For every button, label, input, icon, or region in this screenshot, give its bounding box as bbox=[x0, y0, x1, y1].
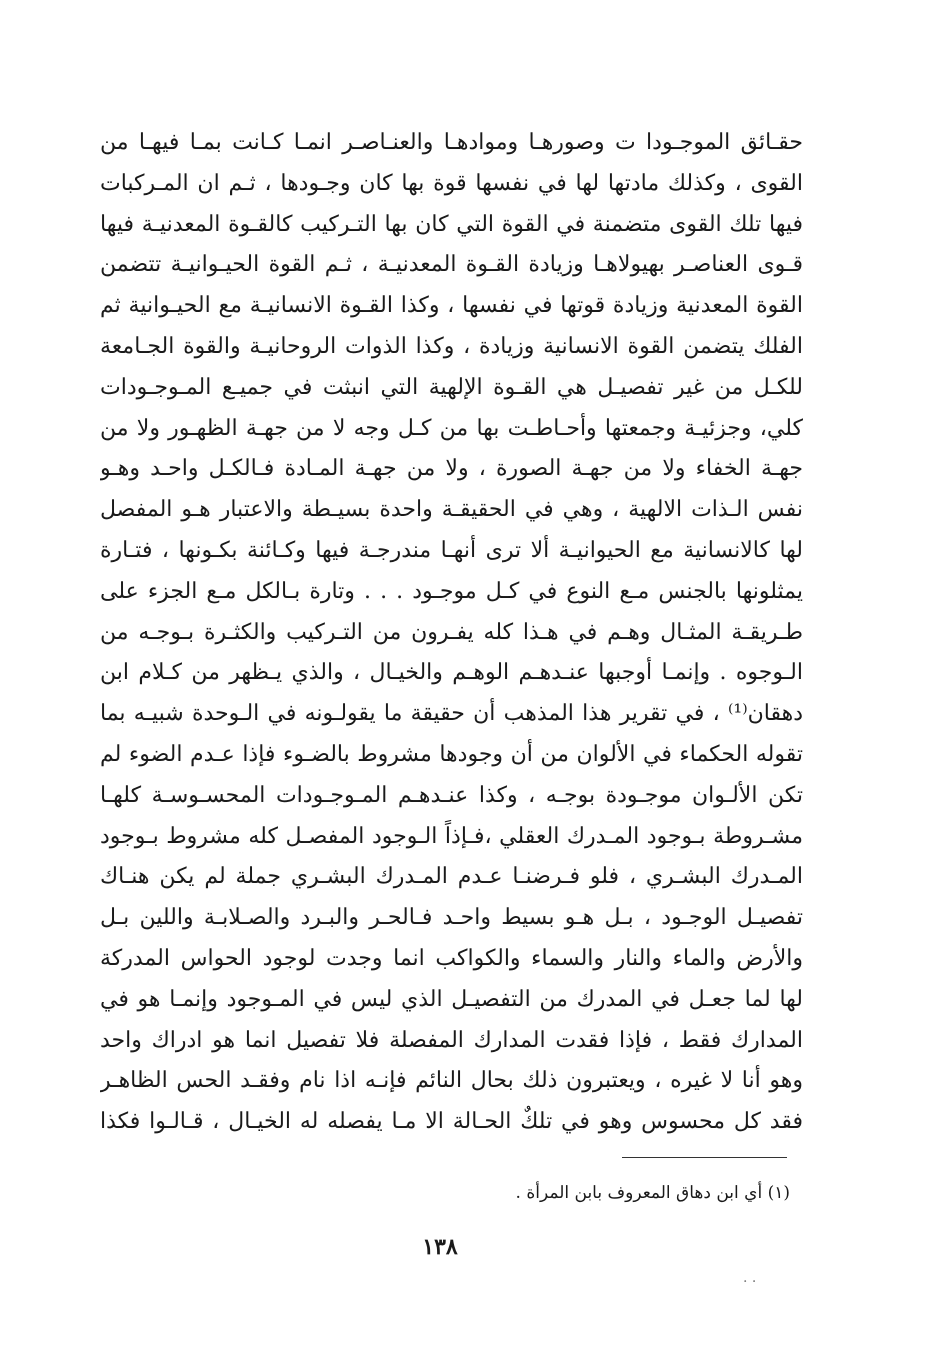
text-line: جهـة الخفاء ولا من جهـة الصورة ، ولا من جهـة المـادة فـالكـل واحـد وهـو bbox=[100, 456, 803, 482]
text-line: لها كالانسانية مع الحيوانيـة ألا ترى أنهـا مندرجـة فيها وكـائنة بكـونها ، فتـارة bbox=[100, 537, 803, 563]
text-line: للكـل من غير تفصيـل هي القـوة الإلهية التي انبثت في جميـع المـوجـودات bbox=[100, 374, 803, 400]
text-line: كلي، وجزئيـة وجمعتها وأحـاطـت بها من كـل وجه لا من جهـة الظهـور ولا من bbox=[100, 415, 803, 441]
text-line: تقوله الحكماء في الألوان من أن وجودها مشروط بالضـوء فإذا عـدم الضوء لم bbox=[100, 741, 803, 767]
main-text-block bbox=[100, 123, 803, 1143]
text-line: مشـروطة بـوجود المـدرك العقلي ،فـإذاً الـوجود المفصـل كله مشروط بـوجود bbox=[100, 823, 803, 849]
text-line: دهقان⁽¹⁾ ، في تقرير هذا المذهب أن حقيقة ما يقولـونه في الـوحدة شبيـه بما bbox=[100, 701, 803, 727]
text-line: والأرض والماء والنار والسماء والكواكب انما وجدت لوجود الحواس المدركة bbox=[100, 945, 803, 971]
text-line: الفلك يتضمن القوة الانسانية وزيادة ، وكذا الذوات الروحانيـة والقوة الجـامعة bbox=[100, 333, 803, 359]
text-line: يمثلونها بالجنس مـع النوع في كـل موجـود . . . وتارة بـالكل مـع الجزء على bbox=[100, 578, 803, 604]
text-line: تفصيـل الوجـود ، بـل هـو بسيط واحـد فـالحـر والبـرد والصـلابـة واللين بـل bbox=[100, 905, 803, 931]
text-line: فيها تلك القوى متضمنة في القوة التي كان بها التـركيب كالقـوة المعدنيـة فيها bbox=[100, 211, 803, 237]
page-number: ١٣٨ bbox=[422, 1234, 458, 1260]
text-line: طـريقـة المثـال وهـم في هـذا كله يفـرون من التـركيب والكثـرة بـوجـه من bbox=[100, 619, 803, 645]
scan-speck: · · bbox=[743, 1274, 757, 1290]
footnote: (١) أي ابن دهاق المعروف بابن المرأة . bbox=[515, 1183, 790, 1203]
text-line: حقـائق الموجـودا ت وصورهـا وموادهـا والعنـاصـر انمـا كـانت بمـا فيهـا من bbox=[100, 130, 803, 155]
text-line: تكن الألـوان موجـودة بوجـه ، وكذا عنـدهـم المـوجـودات المحسـوسـة كلهـا bbox=[100, 782, 803, 808]
text-line: نفس الـذات الالهية ، وهي في الحقيقـة واحدة بسيـطة والاعتبار هـو المفصل bbox=[100, 497, 803, 523]
text-line: المـدرك البشـري ، فلو فـرضنـا عـدم المـدرك البشـري جملة لم يكن هنـاك bbox=[100, 864, 803, 890]
text-line: قـوى العناصـر بهيولاهـا وزيادة القـوة المعدنيـة ، ثـم القوة الحيـوانيـة تتضمن bbox=[100, 252, 803, 278]
text-line: فقد كل محسوس وهو في تلكٌ الحـالة الا مـا يفصله له الخيـال ، قـالـوا فكذا bbox=[100, 1109, 803, 1135]
text-line: القوة المعدنية وزيادة قوتها في نفسها ، وكذا القـوة الانسانيـة مع الحيـوانية ثم bbox=[100, 293, 803, 319]
text-line: المدارك فقط ، فإذا فقدت المدارك المفصلة فلا تفصيل انما هو ادراك واحد bbox=[100, 1027, 803, 1053]
text-line: لها لما جعـل في المدرك من التفصيـل الذي ليس في المـوجود وإنمـا هو في bbox=[100, 986, 803, 1012]
text-line: وهو أنا لا غيره ، ويعتبرون ذلك بحال النائم فإنـه اذا نام وفقـد الحس الظاهـر bbox=[100, 1068, 803, 1094]
text-line: الـوجوه . وإنمـا أوجبها عنـدهـم الوهـم والخيـال ، والذي يـظهر من كـلام ابن bbox=[100, 660, 803, 686]
text-line: القوى ، وكذلك مادتها لها في نفسها قوة بها كان وجـودها ، ثـم ان المـركبات bbox=[100, 170, 803, 196]
footnote-separator bbox=[622, 1157, 787, 1158]
